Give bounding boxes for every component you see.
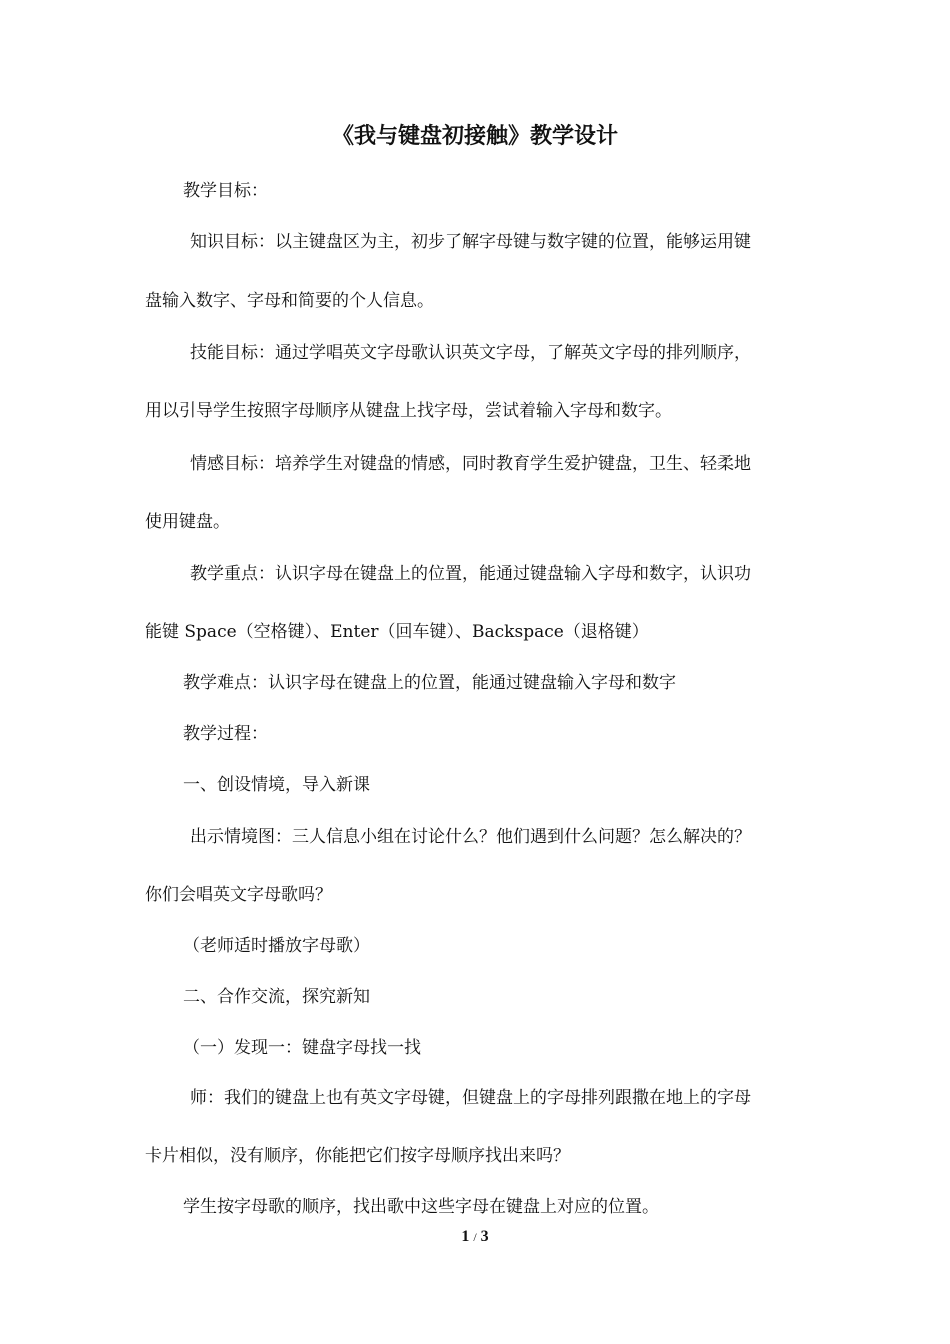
paragraph-line: 你们会唱英文字母歌吗？ [145,885,332,905]
subsection-heading: （一）发现一：键盘字母找一找 [183,1038,421,1058]
paragraph-line: 教学过程： [183,724,268,744]
paragraph-line: 教学重点：认识字母在键盘上的位置，能通过键盘输入字母和数字，认识功 [190,564,751,584]
paragraph-line: （老师适时播放字母歌） [183,936,370,956]
paragraph-line: 盘输入数字、字母和简要的个人信息。 [145,291,434,311]
page-separator: / [473,1230,477,1244]
paragraph-line: 学生按字母歌的顺序，找出歌中这些字母在键盘上对应的位置。 [183,1197,659,1217]
paragraph-line: 出示情境图：三人信息小组在讨论什么？他们遇到什么问题？怎么解决的？ [190,827,751,847]
paragraph-line: 师：我们的键盘上也有英文字母键，但键盘上的字母排列跟撒在地上的字母 [190,1088,751,1108]
paragraph-line: 教学难点：认识字母在键盘上的位置，能通过键盘输入字母和数字 [183,673,676,693]
paragraph-line: 情感目标：培养学生对键盘的情感，同时教育学生爱护键盘，卫生、轻柔地 [190,454,751,474]
paragraph-line: 卡片相似，没有顺序，你能把它们按字母顺序找出来吗？ [145,1146,570,1166]
paragraph-line: 用以引导学生按照字母顺序从键盘上找字母，尝试着输入字母和数字。 [145,401,672,421]
paragraph-line: 使用键盘。 [145,512,230,532]
document-title: 《我与键盘初接触》教学设计 [331,123,618,149]
paragraph-line: 知识目标：以主键盘区为主，初步了解字母键与数字键的位置，能够运用键 [190,232,751,252]
total-pages: 3 [480,1228,489,1245]
section-heading: 一、创设情境，导入新课 [183,775,370,795]
section-heading: 二、合作交流，探究新知 [183,987,370,1007]
page-number [0,1228,950,1246]
paragraph-line: 能键 Space（空格键）、Enter（回车键）、Backspace（退格键） [145,622,649,642]
paragraph-line: 教学目标： [183,181,268,201]
paragraph-line: 技能目标：通过学唱英文字母歌认识英文字母，了解英文字母的排列顺序， [190,343,751,363]
current-page: 1 [461,1228,470,1245]
